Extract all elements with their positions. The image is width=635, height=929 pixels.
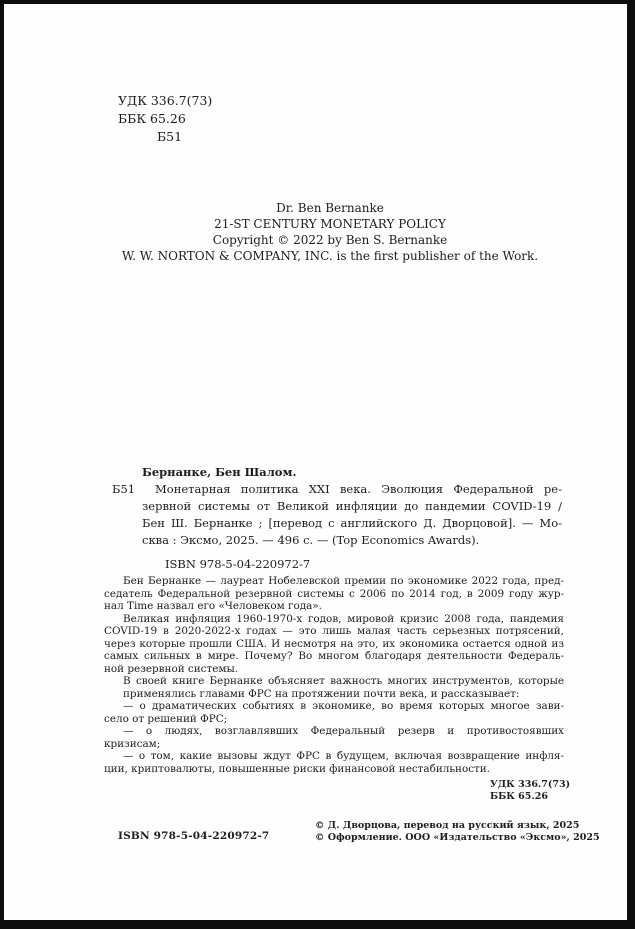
original-title: 21-ST CENTURY MONETARY POLICY xyxy=(214,217,446,231)
annotation-line: — о драматических событиях в экономике, во время которых многое зави- xyxy=(123,700,564,712)
annotation-line: ной резервной системы. xyxy=(104,662,239,675)
catalog-card xyxy=(142,464,562,549)
catalog-description-line: Монетарная политика XXI века. Эволюция Федеральной ре- xyxy=(155,482,562,496)
annotation-line: применялись главами ФРС на протяжении почти века, и рассказывает: xyxy=(123,687,520,700)
annotation-line: нал Time назвал его «Человеком года». xyxy=(104,600,322,612)
original-publisher-note: W. W. NORTON & COMPANY, INC. is the first publisher of the Work. xyxy=(121,249,539,263)
annotation-line: COVID-19 в 2020-2022-х годах — это лишь малая часть серьезных потрясений, xyxy=(104,625,564,637)
annotation-line: седатель Федеральной резервной системы с 2006 по 2014 год, в 2009 году жур- xyxy=(104,587,564,600)
annotation-line: Бен Бернанке — лауреат Нобелевской премии по экономике 2022 года, пред- xyxy=(123,575,564,587)
cataloging-codes-bottom xyxy=(490,779,570,803)
annotation-line: через которые прошли США. И несмотря на это, их экономика остается одной из xyxy=(104,637,564,650)
udk-code-bottom: УДК 336.7(73) xyxy=(490,779,571,790)
annotation-block xyxy=(104,575,564,775)
catalog-description-line: Бен Ш. Бернанке ; [перевод с английского Д. Дворцовой]. — Мо- xyxy=(142,516,562,530)
copyright-design: © Оформление. ООО «Издательство «Эксмо», 2025 xyxy=(315,832,600,844)
annotation-line: — о людях, возглавлявших Федеральный резерв и противостоявших xyxy=(123,725,564,737)
footer-isbn: ISBN 978-5-04-220972-7 xyxy=(118,830,270,842)
original-copyright: Copyright © 2022 by Ben S. Bernanke xyxy=(212,233,448,247)
copyright-translation: © Д. Дворцова, перевод на русский язык, 2025 xyxy=(315,820,580,831)
annotation-line: Великая инфляция 1960-1970-х годов, мировой кризис 2008 года, пандемия xyxy=(123,612,564,625)
imprint-page xyxy=(4,4,627,920)
bbk-code-bottom: ББК 65.26 xyxy=(490,791,548,802)
original-edition-block xyxy=(100,200,560,264)
annotation-line: В своей книге Бернанке объясняет важность многих инструментов, которые xyxy=(123,675,564,687)
isbn-catalog: ISBN 978-5-04-220972-7 xyxy=(165,557,311,571)
original-author: Dr. Ben Bernanke xyxy=(276,201,384,215)
annotation-line: ции, криптовалюты, повышенные риски финансовой нестабильности. xyxy=(104,762,491,775)
annotation-line: самых сильных в мире. Почему? Во многом благодаря деятельности Федераль- xyxy=(104,650,564,662)
bbk-code-top: ББК 65.26 xyxy=(118,111,186,126)
author-sign-top: Б51 xyxy=(157,129,183,144)
author-sign-card: Б51 xyxy=(112,482,136,496)
annotation-line: — о том, какие вызовы ждут ФРС в будущем, включая возвращение инфля- xyxy=(123,750,564,762)
cataloging-codes-top xyxy=(118,92,212,146)
catalog-author: Бернанке, Бен Шалом. xyxy=(142,465,297,479)
udk-code-top: УДК 336.7(73) xyxy=(118,93,213,108)
catalog-description-line: сква : Эксмо, 2025. — 496 с. — (Top Economics Awards). xyxy=(142,533,480,547)
footer-copyrights xyxy=(315,820,600,844)
annotation-line: село от решений ФРС; xyxy=(104,712,228,725)
catalog-description-line: зервной системы от Великой инфляции до пандемии COVID-19 / xyxy=(142,499,562,513)
annotation-line: кризисам; xyxy=(104,737,161,750)
